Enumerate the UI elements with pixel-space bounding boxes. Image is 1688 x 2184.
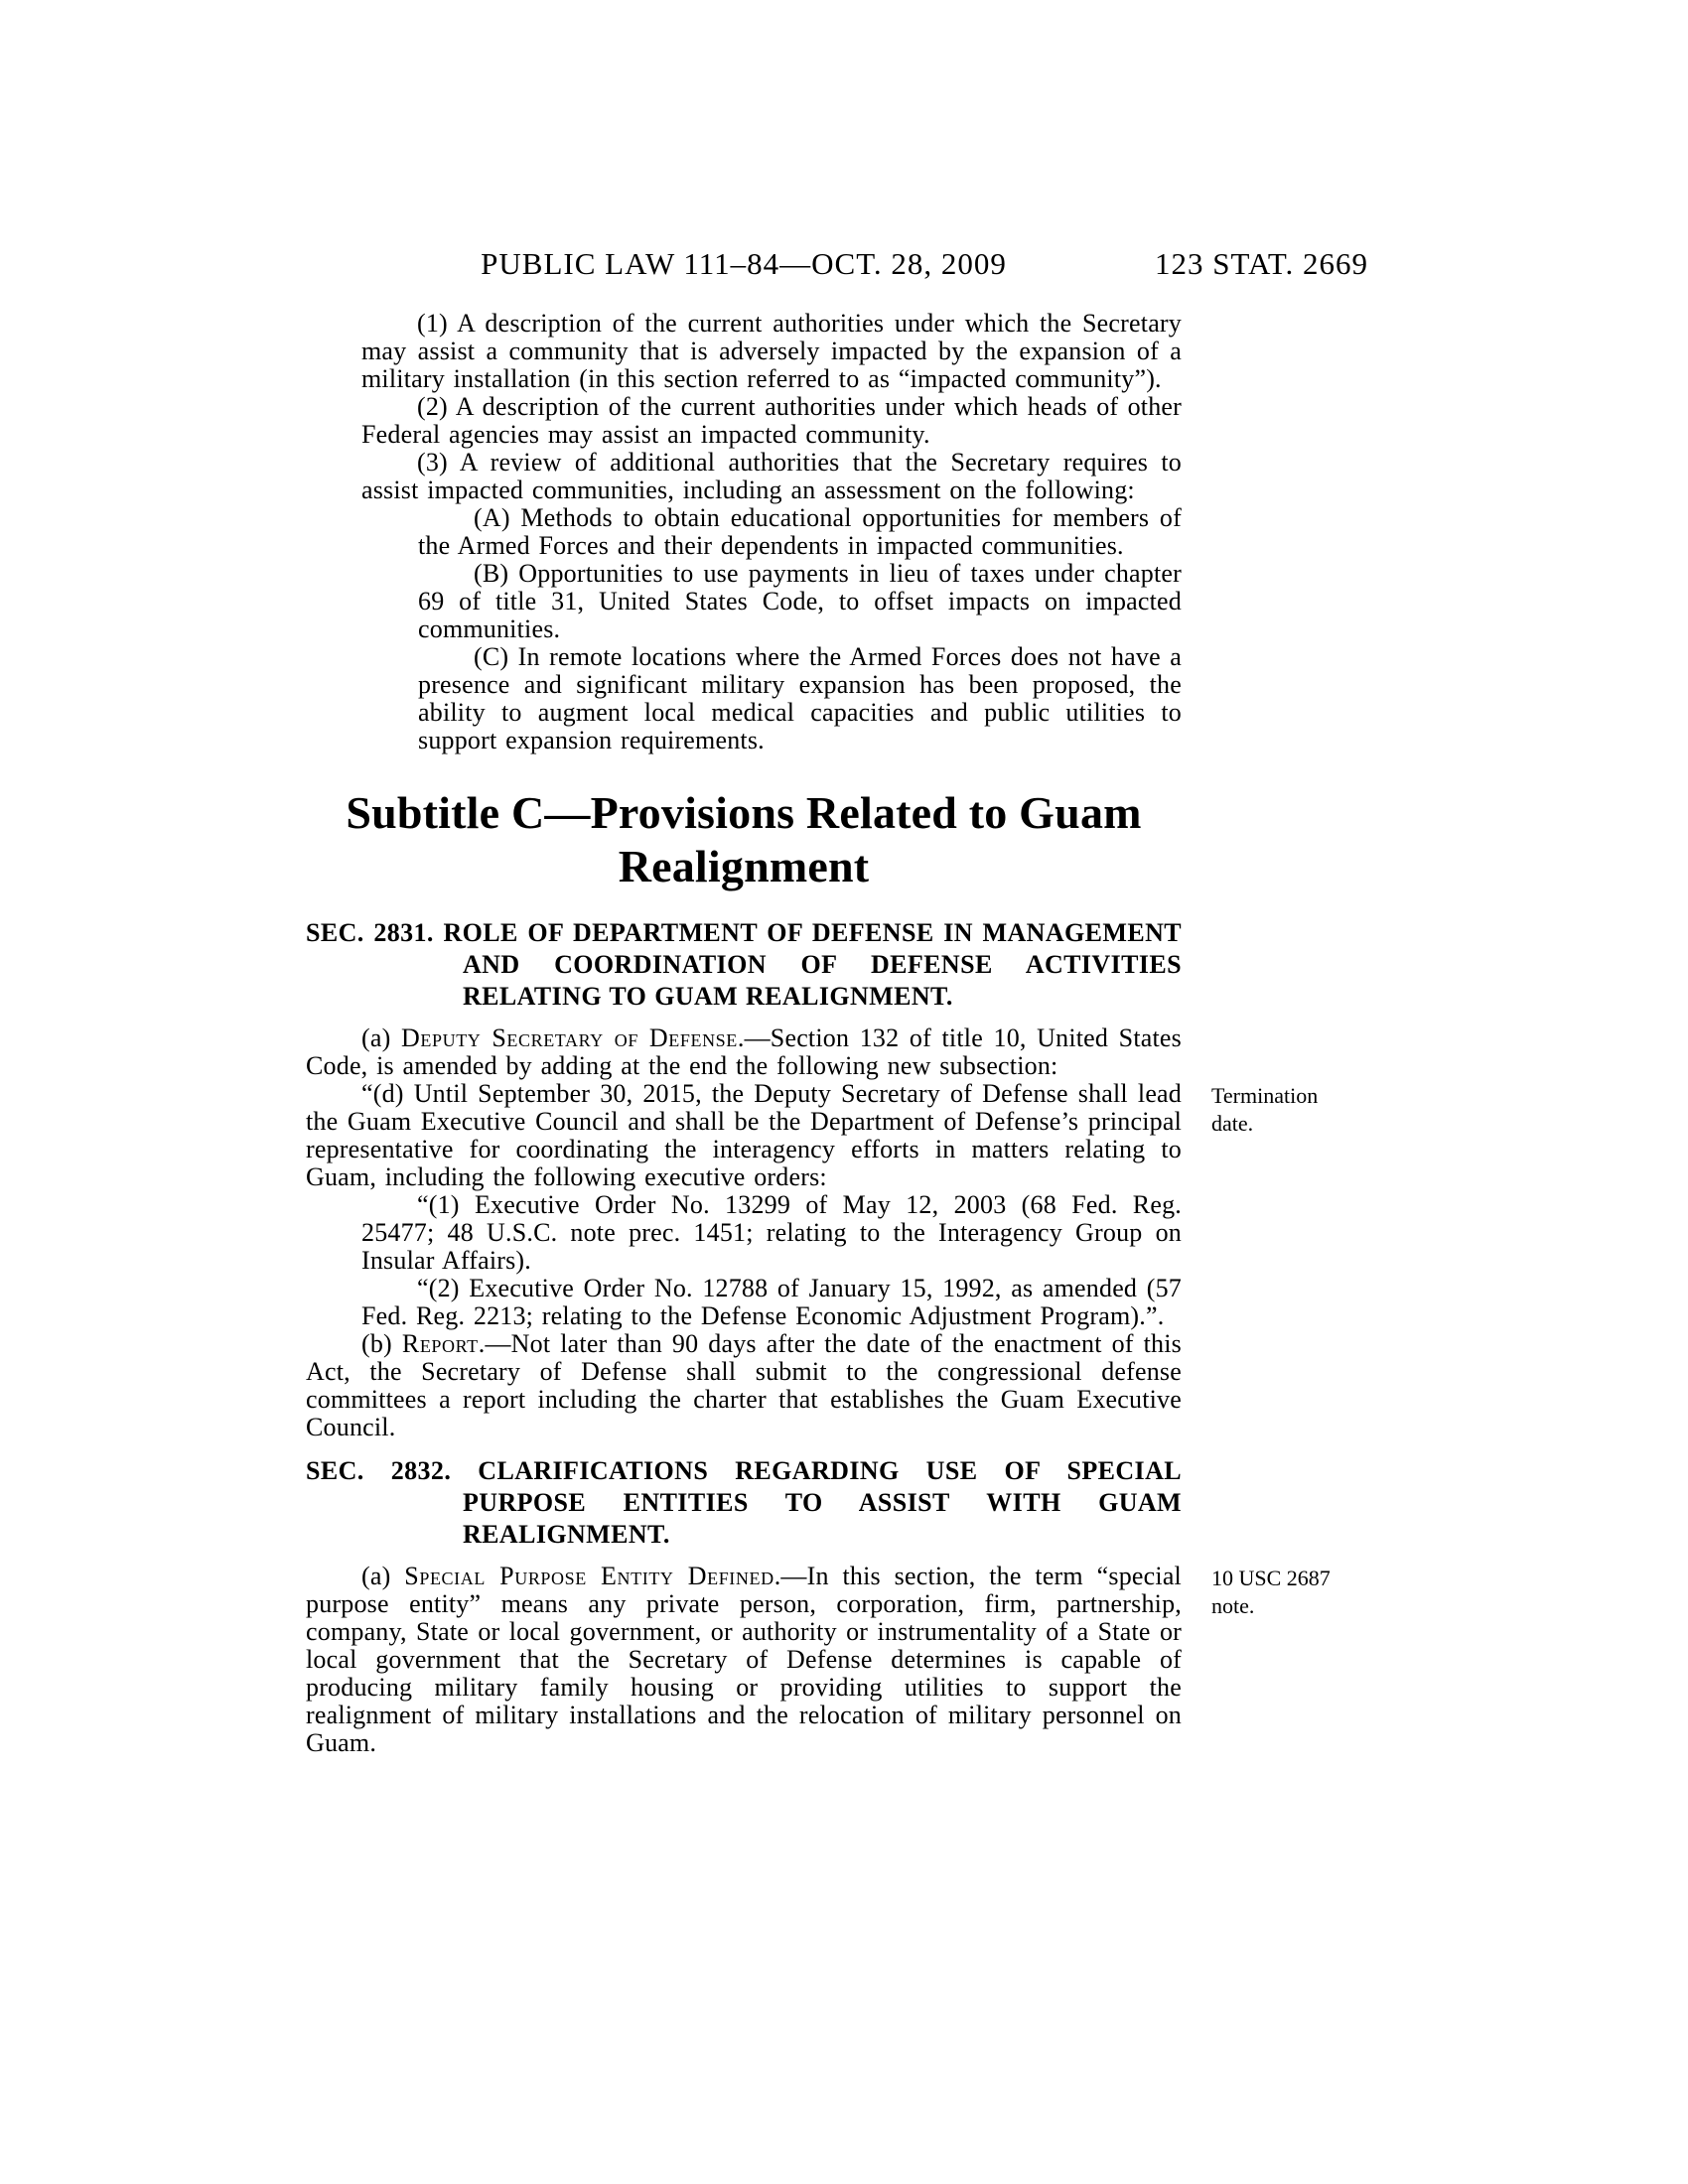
small-caps-text: Deputy Secretary of Defense — [401, 1024, 738, 1052]
text-run: .—Not later than 90 days after the date of the enactment of this Act, the Secretary of Defense shall submit to the congressional defense committees a report including the charter that establishes the Guam Executive Council. — [306, 1329, 1182, 1441]
text-run: (a) — [361, 1024, 402, 1052]
text-run: (B) Opportunities to use payments in lieu of taxes under chapter 69 of title 31, United States Code, to offset impacts on impacted communities. — [418, 559, 1182, 643]
statute-paragraph — [418, 643, 1182, 754]
text-run: (a) — [361, 1562, 405, 1590]
statute-paragraph — [361, 393, 1182, 449]
text-run: (1) A description of the current authorities under which the Secretary may assist a community that is adversely impacted by the expansion of a military installation (in this section referred to as “impacted community”). — [361, 309, 1182, 393]
margin-note: 10 USC 2687 note. — [1211, 1566, 1331, 1618]
small-caps-text: Report — [401, 1329, 479, 1358]
text-run: (A) Methods to obtain educational opportunities for members of the Armed Forces and their dependents in impacted communities. — [418, 503, 1182, 560]
statute-paragraph — [361, 310, 1182, 393]
section-heading — [306, 917, 1182, 1013]
statute-paragraph — [306, 1024, 1182, 1080]
text-run: “(d) Until September 30, 2015, the Deputy Secretary of Defense shall lead the Guam Executive Council and shall be the Department of Defense’s principal representative for coordinating the interagency efforts in matters relating to Guam, including the following executive orders: — [306, 1079, 1182, 1191]
statute-paragraph — [306, 1330, 1182, 1441]
stat-page-number: 123 STAT. 2669 — [1155, 246, 1369, 281]
text-run: SEC. 2832. CLARIFICATIONS REGARDING USE OF SPECIAL PURPOSE ENTITIES TO ASSIST WITH GUAM REALIGNMENT. — [306, 1456, 1182, 1549]
text-run: (2) A description of the current authorities under which heads of other Federal agencies may assist an impacted community. — [361, 392, 1182, 449]
text-run: (C) In remote locations where the Armed Forces does not have a presence and significant military expansion has been proposed, the ability to augment local medical capacities and public utilities to support expansion requirements. — [418, 642, 1182, 754]
statute-paragraph — [361, 449, 1182, 504]
text-run: (b) — [361, 1329, 402, 1358]
statute-paragraph — [418, 560, 1182, 643]
text-run: .—Section 132 of title 10, United States Code, is amended by adding at the end the following new subsection: — [306, 1024, 1182, 1080]
statute-paragraph — [361, 1191, 1182, 1275]
subtitle-heading: Subtitle C—Provisions Related to Guam Realignment — [346, 787, 1142, 891]
text-run: (3) A review of additional authorities that the Secretary requires to assist impacted communities, including an assessment on the following: — [361, 448, 1182, 504]
text-run: “(1) Executive Order No. 13299 of May 12, 2003 (68 Fed. Reg. 25477; 48 U.S.C. note prec. 1451; relating to the Interagency Group on Insular Affairs). — [361, 1190, 1182, 1275]
text-run: SEC. 2831. ROLE OF DEPARTMENT OF DEFENSE IN MANAGEMENT AND COORDINATION OF DEFENSE ACTIVITIES RELATING TO GUAM REALIGNMENT. — [306, 918, 1182, 1011]
running-head: PUBLIC LAW 111–84—OCT. 28, 2009 — [481, 246, 1007, 281]
statute-paragraph — [306, 1562, 1331, 1757]
statute-paragraph — [418, 504, 1182, 560]
statute-paragraph — [361, 1275, 1182, 1330]
text-run: “(2) Executive Order No. 12788 of January 15, 1992, as amended (57 Fed. Reg. 2213; relating to the Defense Economic Adjustment Program).”. — [361, 1274, 1182, 1330]
statute-paragraph — [306, 1079, 1319, 1191]
margin-note: Termination date. — [1211, 1083, 1319, 1136]
text-run: .—In this section, the term “special purpose entity” means any private person, corporation, firm, partnership, company, State or local government, or authority or instrumentality of a State or local government that the Secretary of Defense determines is capable of producing military family housing or providing utilities to support the realignment of military installations and the relocation of military personnel on Guam. — [306, 1562, 1182, 1757]
section-heading — [306, 1455, 1182, 1551]
small-caps-text: Special Purpose Entity Defined — [404, 1562, 774, 1590]
body-column — [306, 309, 1331, 1757]
